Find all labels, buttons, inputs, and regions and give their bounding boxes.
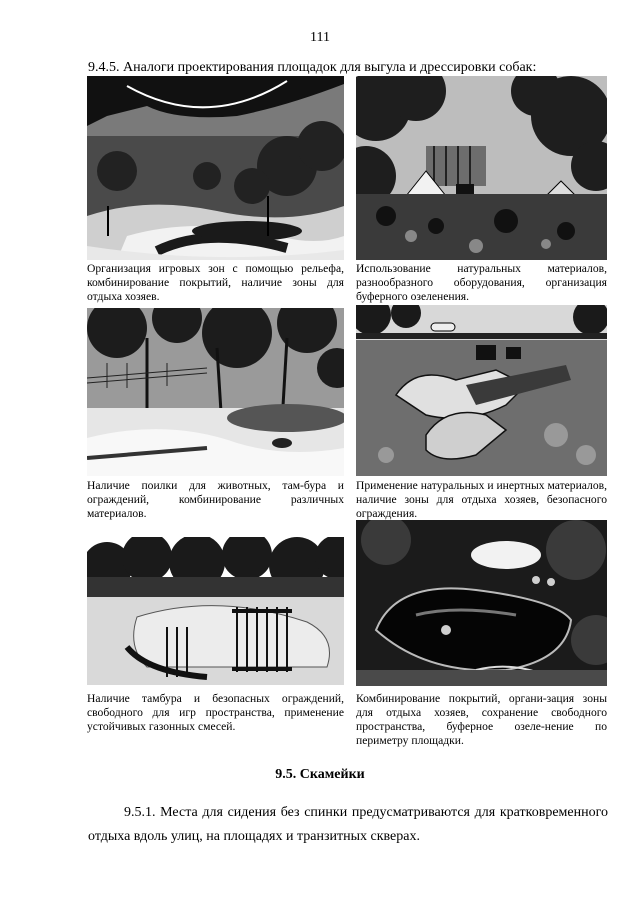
figure-5-caption: Наличие тамбура и безопасных ограждений, свободного для игр пространства, применение устойчивых газонных смесей. xyxy=(87,692,344,733)
page-number: 111 xyxy=(310,30,330,45)
section-heading: 9.4.5. Аналоги проектирования площадок для выгула и дрессировки собак: xyxy=(88,60,537,75)
figure-4-caption: Применение натуральных и инертных материалов, наличие зоны для отдыха хозяев, безопасного ограждения. xyxy=(356,479,607,520)
figure-1-photo xyxy=(87,76,344,260)
figure-3-photo xyxy=(87,308,344,476)
figure-2-caption: Использование натуральных материалов, разнообразного оборудования, организация буферного озеленения. xyxy=(356,262,607,303)
figure-3-caption: Наличие поилки для животных, там-бура и ограждений, комбинирование различных материалов. xyxy=(87,479,344,520)
body-paragraph: 9.5.1. Места для сидения без спинки предусматриваются для кратковременного отдыха вдоль улиц, на площадях и транзитных скверах. xyxy=(88,805,608,844)
figure-5-photo xyxy=(87,537,344,685)
figure-6-photo xyxy=(356,520,607,686)
subsection-heading: 9.5. Скамейки xyxy=(275,767,365,782)
figure-2-photo xyxy=(356,76,607,260)
figure-6-caption: Комбинирование покрытий, органи-зация зоны для отдыха хозяев, сохранение свободного пространства, буферное озеле-нение по периметру площадки. xyxy=(356,692,607,747)
figure-1-caption: Организация игровых зон с помощью рельефа, комбинирование покрытий, наличие зоны для отдыха хозяев. xyxy=(87,262,344,303)
figure-4-photo xyxy=(356,305,607,476)
